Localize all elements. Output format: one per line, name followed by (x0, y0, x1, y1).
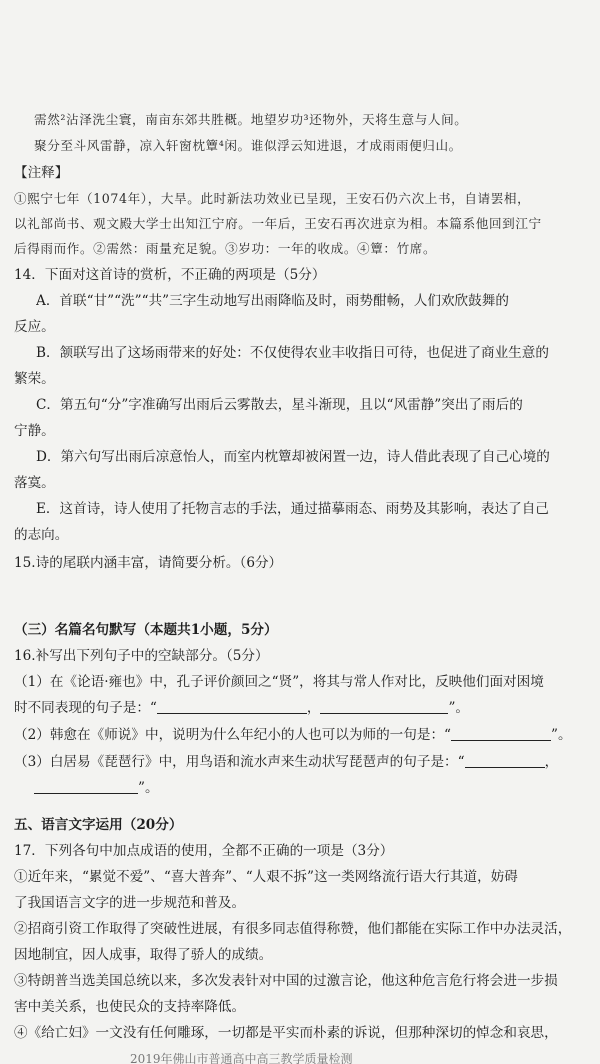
q14-option-e-cont: 的志向。 (14, 527, 69, 543)
q17-option-2-cont: 因地制宜，因人成事，取得了骄人的成绩。 (14, 947, 273, 963)
section3-title: （三）名篇名句默写（本题共1小题，5分） (14, 622, 278, 638)
q16-item-2 (14, 725, 586, 745)
q14-option-e: E．这首诗，诗人使用了托物言志的手法，通过描摹雨态、雨势及其影响，表达了自己 (36, 501, 549, 517)
q16-item-1-close: ”。 (448, 700, 470, 716)
q16-item-1: （1）在《论语·雍也》中，孔子评价颜回之“贤”，将其与常人作对比，反映他们面对困境 (14, 674, 544, 690)
q14-option-b: B．颔联写出了这场雨带来的好处：不仅使得农业丰收指日可待，也促进了商业生意的 (36, 345, 549, 361)
q17-option-4: ④《给亡妇》一文没有任何雕琢，一切都是平实而朴素的诉说，但那种深切的悼念和哀思， (14, 1025, 558, 1041)
q16-item-3-cont (14, 778, 586, 798)
q14-option-a-cont: 反应。 (14, 319, 55, 335)
note-line-3: 后得雨而作。②需然：雨量充足貌。③岁功：一年的收成。④簟：竹席。 (14, 241, 437, 256)
poem-line-1: 需然²沾泽洗尘寰，南亩东郊共胜概。地望岁功³还物外，天将生意与人间。 (34, 112, 468, 127)
q14-option-d: D．第六句写出雨后凉意怡人，而室内枕簟却被闲置一边，诗人借此表现了自己心境的 (36, 449, 550, 465)
page-footer: 2019年佛山市普通高中高三教学质量检测 (130, 1052, 353, 1064)
answer-blank-2[interactable] (320, 699, 448, 714)
q14-option-a: A．首联“甘”“洗”“共”三字生动地写出雨降临及时，雨势酣畅，人们欢欣鼓舞的 (36, 293, 509, 309)
section5-title: 五、语言文字运用（20分） (14, 817, 183, 833)
q16-item-1-prefix: 时不同表现的句子是：“ (14, 700, 157, 716)
q14-option-c-cont: 宁静。 (14, 423, 55, 439)
note-line-1: ①熙宁七年（1074年），大旱。此时新法功效业已呈现，王安石仍六次上书，自请罢相， (14, 191, 531, 206)
q16-item-3-prefix: （3）白居易《琵琶行》中，用鸟语和流水声来生动状写琵琶声的句子是：“ (14, 754, 465, 770)
q16-item-3-comma: ， (544, 754, 559, 770)
q17-option-2: ②招商引资工作取得了突破性进展，有很多同志值得称赞，他们都能在实际工作中办法灵活， (14, 921, 572, 937)
q16-stem: 16.补写出下列句子中的空缺部分。（5分） (14, 648, 269, 664)
q17-stem: 17．下列各句中加点成语的使用，全都不正确的一项是（3分） (14, 843, 394, 859)
q17-option-1: ①近年来，“累觉不爱”、“喜大普奔”、“人艰不拆”这一类网络流行语大行其道，妨碍 (14, 869, 518, 885)
answer-blank-1[interactable] (157, 699, 307, 714)
note-line-2: 以礼部尚书、观文殿大学士出知江宁府。一年后，王安石再次进京为相。本篇系他回到江宁 (14, 216, 542, 231)
q16-item-3-close: ”。 (138, 780, 159, 796)
q16-item-1-blanks (14, 698, 586, 718)
q17-option-1-cont: 了我国语言文字的进一步规范和普及。 (14, 895, 246, 911)
q16-item-1-comma: ， (306, 700, 321, 716)
q17-option-3-cont: 害中美关系，也使民众的支持率降低。 (14, 999, 246, 1015)
q16-item-2-prefix: （2）韩愈在《师说》中，说明为什么年纪小的人也可以为师的一句是：“ (14, 727, 452, 743)
notes-header: 【注释】 (14, 165, 69, 181)
answer-blank-5[interactable] (34, 779, 138, 794)
answer-blank-4[interactable] (465, 753, 545, 768)
q15-text: 15.诗的尾联内涵丰富，请简要分析。（6分） (14, 555, 283, 571)
poem-line-2: 聚分至斗风雷静，凉入轩窗枕簟⁴闲。谁似浮云知进退，才成雨雨便归山。 (34, 138, 462, 153)
q14-option-d-cont: 落寞。 (14, 475, 55, 491)
q14-option-b-cont: 繁荣。 (14, 371, 55, 387)
answer-blank-3[interactable] (451, 726, 551, 741)
q16-item-3 (14, 752, 586, 772)
q16-item-2-close: ”。 (551, 727, 572, 743)
q17-option-3: ③特朗普当选美国总统以来，多次发表针对中国的过激言论，他这种危言危行将会进一步损 (14, 973, 558, 989)
q14-stem: 14．下面对这首诗的赏析，不正确的两项是（5分） (14, 267, 326, 283)
q14-option-c: C．第五句“分”字准确写出雨后云雾散去，星斗渐现，且以“风雷静”突出了雨后的 (36, 397, 523, 413)
